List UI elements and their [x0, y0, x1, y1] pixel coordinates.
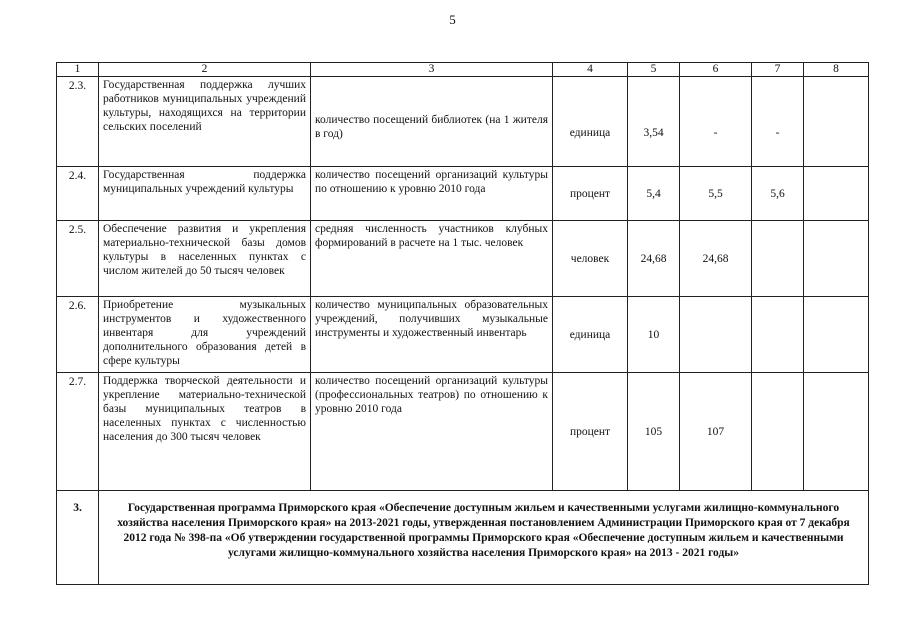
value-cell: [804, 297, 869, 373]
page-number: 5: [449, 12, 456, 27]
indicator-cell: количество посещений библиотек (на 1 жителя в год): [311, 77, 553, 167]
row-id: 2.6.: [57, 297, 99, 373]
program-title: Государственная программа Приморского края «Обеспечение доступным жильем и качественными услугами жилищно-коммунального хозяйства населения Приморского края» на 2013-2021 годы, утвержденная постановлением Администрации Приморского края от 7 декабря 2012 года № 398-па «Об утверждении государственной программы Приморского края «Обеспечение доступным жильем и качественными услугами жилищно-коммунального хозяйства населения Приморского края» на 2013 - 2021 годы»: [99, 491, 869, 585]
unit-cell: процент: [553, 373, 628, 491]
value-cell: [804, 221, 869, 297]
value-cell: [804, 167, 869, 221]
measure-cell: Поддержка творческой деятельности и укрепление материально-технической базы муниципальных театров в населенных пунктах с численностью населения до 300 тысяч человек: [99, 373, 311, 491]
col-header-3: 3: [311, 63, 553, 77]
measure-cell: Государственная поддержка лучших работников муниципальных учреждений культуры, находящихся на территории сельских поселений: [99, 77, 311, 167]
col-header-5: 5: [628, 63, 680, 77]
table-row: [57, 167, 869, 221]
unit-cell: процент: [553, 167, 628, 221]
table-row: [57, 373, 869, 491]
col-header-1: 1: [57, 63, 99, 77]
value-cell: -: [680, 77, 752, 167]
table-row: [57, 221, 869, 297]
value-cell: 5,5: [680, 167, 752, 221]
indicator-cell: количество посещений организаций культуры по отношению к уровню 2010 года: [311, 167, 553, 221]
row-id: 2.4.: [57, 167, 99, 221]
indicator-cell: средняя численность участников клубных формирований в расчете на 1 тыс. человек: [311, 221, 553, 297]
value-cell: 24,68: [628, 221, 680, 297]
indicators-table: [56, 62, 869, 585]
col-header-6: 6: [680, 63, 752, 77]
indicator-cell: количество муниципальных образовательных учреждений, получивших музыкальные инструменты и художественный инвентарь: [311, 297, 553, 373]
value-cell: 5,6: [752, 167, 804, 221]
table-row: [57, 77, 869, 167]
value-cell: [680, 297, 752, 373]
column-number-row: [57, 63, 869, 77]
value-cell: [804, 77, 869, 167]
col-header-4: 4: [553, 63, 628, 77]
row-id: 2.7.: [57, 373, 99, 491]
value-cell: 24,68: [680, 221, 752, 297]
value-cell: 5,4: [628, 167, 680, 221]
col-header-8: 8: [804, 63, 869, 77]
measure-cell: Обеспечение развития и укрепления материально-технической базы домов культуры в населенных пунктах с числом жителей до 50 тысяч человек: [99, 221, 311, 297]
program-id: 3.: [57, 491, 99, 585]
program-row: [57, 491, 869, 585]
value-cell: [752, 297, 804, 373]
col-header-7: 7: [752, 63, 804, 77]
value-cell: -: [752, 77, 804, 167]
unit-cell: человек: [553, 221, 628, 297]
col-header-2: 2: [99, 63, 311, 77]
table-row: [57, 297, 869, 373]
value-cell: 10: [628, 297, 680, 373]
value-cell: 105: [628, 373, 680, 491]
value-cell: [804, 373, 869, 491]
indicator-cell: количество посещений организаций культуры (профессиональных театров) по отношению к уровню 2010 года: [311, 373, 553, 491]
row-id: 2.5.: [57, 221, 99, 297]
measure-cell: Приобретение музыкальных инструментов и художественного инвентаря для учреждений дополнительного образования детей в сфере культуры: [99, 297, 311, 373]
unit-cell: единица: [553, 297, 628, 373]
value-cell: 3,54: [628, 77, 680, 167]
value-cell: [752, 373, 804, 491]
unit-cell: единица: [553, 77, 628, 167]
row-id: 2.3.: [57, 77, 99, 167]
value-cell: 107: [680, 373, 752, 491]
value-cell: [752, 221, 804, 297]
measure-cell: Государственная поддержка муниципальных учреждений культуры: [99, 167, 311, 221]
